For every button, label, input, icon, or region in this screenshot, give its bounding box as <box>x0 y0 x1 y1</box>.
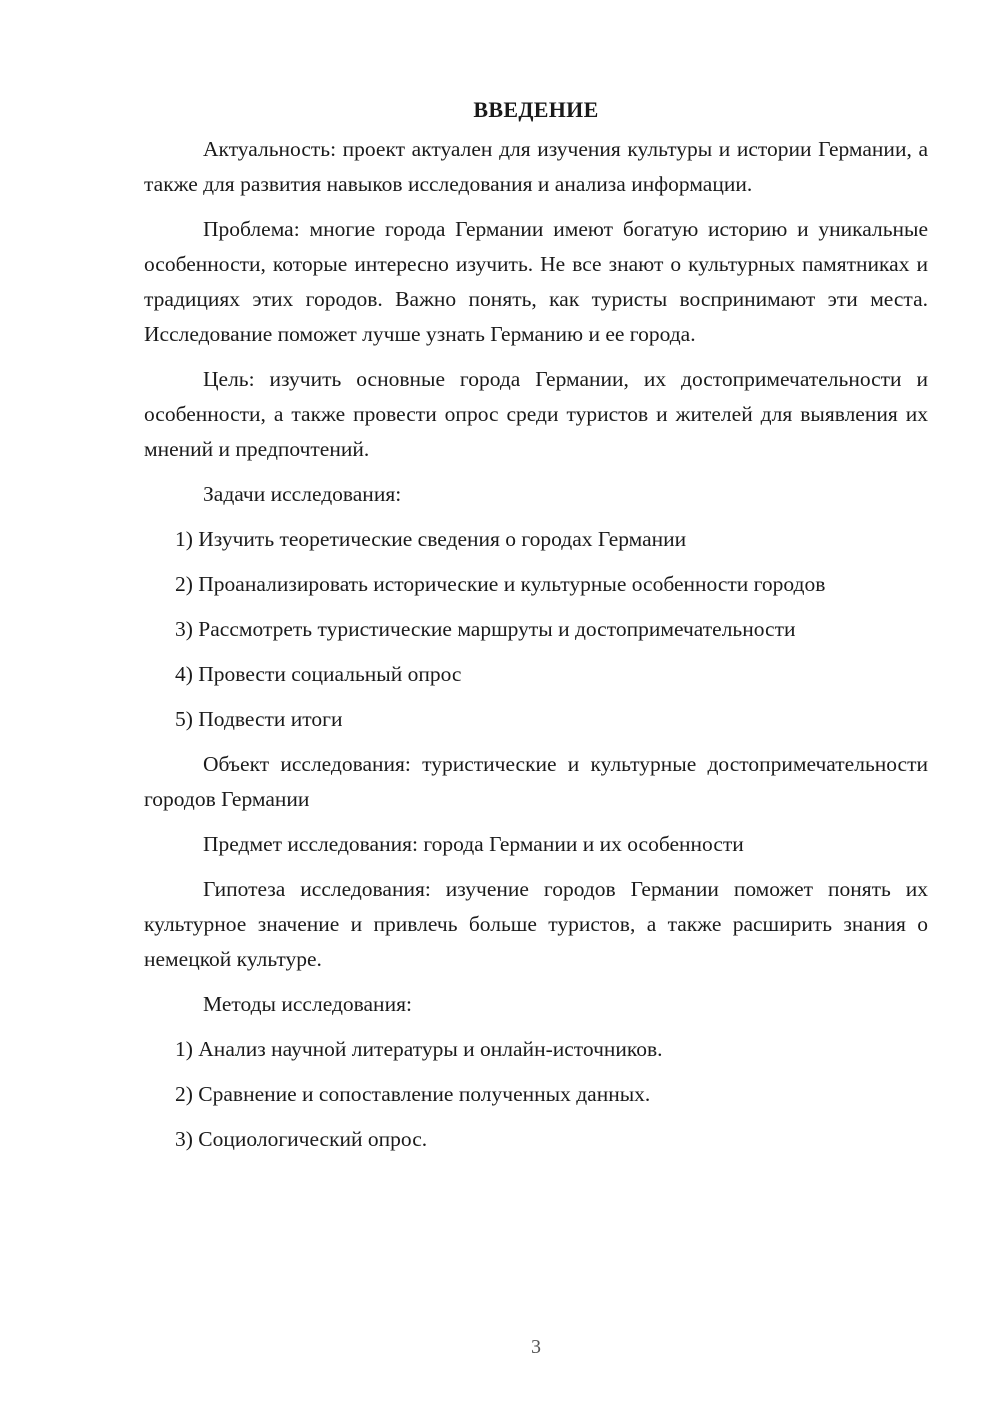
task-item-5: 5) Подвести итоги <box>175 707 343 731</box>
methods-heading: Методы исследования: <box>203 992 412 1016</box>
task-item-2: 2) Проанализировать исторические и культурные особенности городов <box>175 572 826 596</box>
method-item-1: 1) Анализ научной литературы и онлайн-источников. <box>175 1037 663 1061</box>
paragraph-hypothesis: Гипотеза исследования: изучение городов Германии поможет понять их культурное значение и привлечь больше туристов, а также расширить знания о немецкой культуре. <box>144 877 928 971</box>
paragraph-problem: Проблема: многие города Германии имеют богатую историю и уникальные особенности, которые интересно изучить. Не все знают о культурных памятниках и традициях этих городов. Важно понять, как туристы воспринимают эти места. Исследование поможет лучше узнать Германию и ее города. <box>144 217 928 346</box>
method-item-3: 3) Социологический опрос. <box>175 1127 428 1151</box>
page-number: 3 <box>531 1336 541 1358</box>
paragraph-goal: Цель: изучить основные города Германии, их достопримечательности и особенности, а также провести опрос среди туристов и жителей для выявления их мнений и предпочтений. <box>144 367 928 461</box>
paragraph-object: Объект исследования: туристические и культурные достопримечательности городов Германии <box>144 752 928 811</box>
task-item-4: 4) Провести социальный опрос <box>175 662 462 686</box>
paragraph-subject: Предмет исследования: города Германии и их особенности <box>203 832 744 856</box>
task-item-1: 1) Изучить теоретические сведения о городах Германии <box>175 527 687 551</box>
tasks-heading: Задачи исследования: <box>203 482 402 506</box>
document-page <box>144 92 928 1167</box>
method-item-2: 2) Сравнение и сопоставление полученных данных. <box>175 1082 651 1106</box>
paragraph-relevance: Актуальность: проект актуален для изучения культуры и истории Германии, а также для развития навыков исследования и анализа информации. <box>144 137 928 196</box>
task-item-3: 3) Рассмотреть туристические маршруты и достопримечательности <box>175 617 796 641</box>
section-title: ВВЕДЕНИЕ <box>473 97 599 122</box>
